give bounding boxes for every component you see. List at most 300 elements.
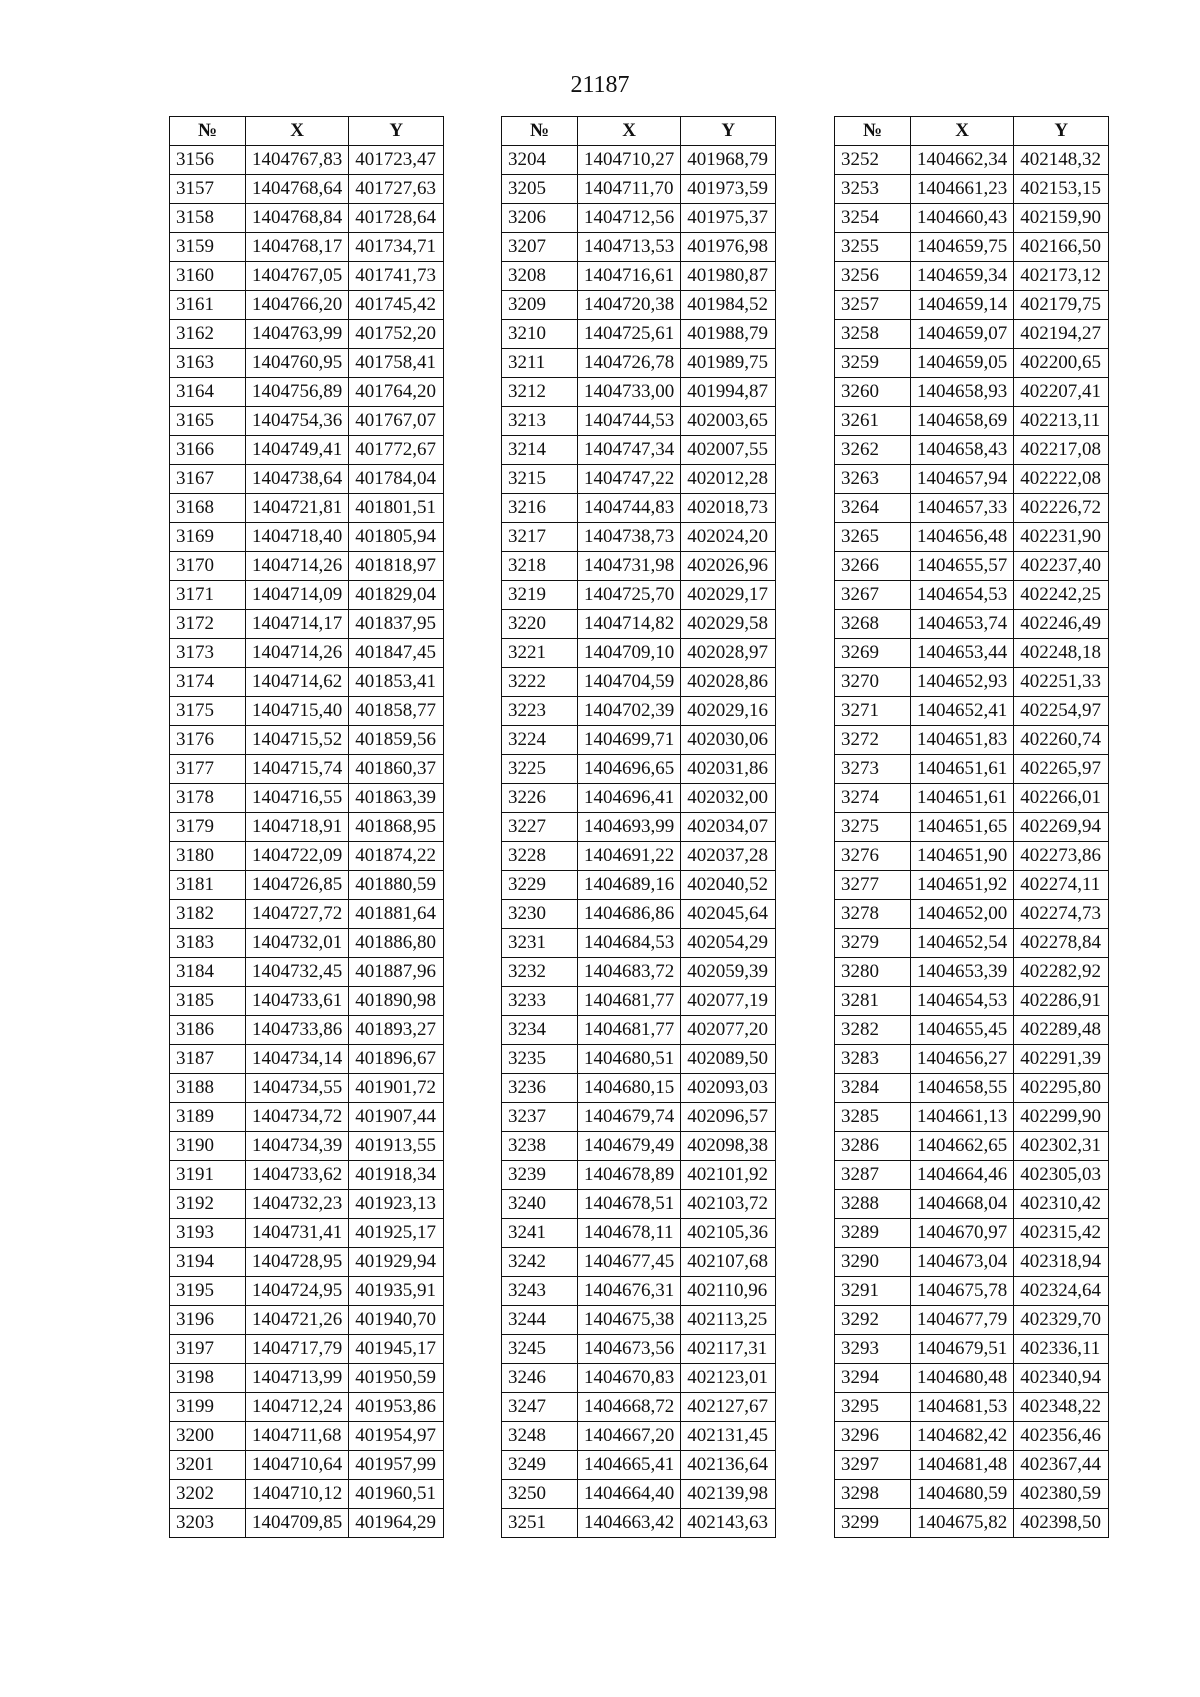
x-coordinate-cell: 1404659,75 [911,233,1014,262]
y-coordinate-cell: 401887,96 [349,958,444,987]
point-number-cell: 3289 [835,1219,911,1248]
table-row [502,204,776,233]
table-row [170,291,444,320]
table-row [170,1451,444,1480]
x-coordinate-cell: 1404738,64 [246,465,349,494]
table-row [502,1103,776,1132]
table-row [835,1364,1109,1393]
y-coordinate-cell: 402028,86 [681,668,776,697]
point-number-cell: 3174 [170,668,246,697]
x-coordinate-cell: 1404655,57 [911,552,1014,581]
x-coordinate-cell: 1404725,70 [578,581,681,610]
table-row [170,1248,444,1277]
y-coordinate-cell: 402282,92 [1014,958,1109,987]
table-row [502,987,776,1016]
y-coordinate-cell: 401772,67 [349,436,444,465]
point-number-cell: 3249 [502,1451,578,1480]
table-row [170,436,444,465]
x-coordinate-cell: 1404718,91 [246,813,349,842]
point-number-cell: 3198 [170,1364,246,1393]
point-number-cell: 3185 [170,987,246,1016]
y-coordinate-cell: 401957,99 [349,1451,444,1480]
x-coordinate-cell: 1404665,41 [578,1451,681,1480]
table-row [170,1480,444,1509]
table-row [170,262,444,291]
y-coordinate-cell: 402031,86 [681,755,776,784]
point-number-cell: 3181 [170,871,246,900]
point-number-cell: 3217 [502,523,578,552]
table-row [835,1451,1109,1480]
point-number-cell: 3190 [170,1132,246,1161]
header-number: № [170,117,246,146]
table-row [170,726,444,755]
x-coordinate-cell: 1404728,95 [246,1248,349,1277]
point-number-cell: 3285 [835,1103,911,1132]
x-coordinate-cell: 1404681,53 [911,1393,1014,1422]
point-number-cell: 3195 [170,1277,246,1306]
y-coordinate-cell: 402231,90 [1014,523,1109,552]
x-coordinate-cell: 1404714,09 [246,581,349,610]
x-coordinate-cell: 1404673,04 [911,1248,1014,1277]
point-number-cell: 3253 [835,175,911,204]
table-row [835,813,1109,842]
y-coordinate-cell: 401945,17 [349,1335,444,1364]
y-coordinate-cell: 402336,11 [1014,1335,1109,1364]
x-coordinate-cell: 1404679,49 [578,1132,681,1161]
x-coordinate-cell: 1404720,38 [578,291,681,320]
table-row [170,204,444,233]
y-coordinate-cell: 402113,25 [681,1306,776,1335]
y-coordinate-cell: 402329,70 [1014,1306,1109,1335]
x-coordinate-cell: 1404768,17 [246,233,349,262]
table-row [170,1335,444,1364]
point-number-cell: 3256 [835,262,911,291]
point-number-cell: 3287 [835,1161,911,1190]
x-coordinate-cell: 1404684,53 [578,929,681,958]
x-coordinate-cell: 1404662,34 [911,146,1014,175]
y-coordinate-cell: 401994,87 [681,378,776,407]
x-coordinate-cell: 1404714,82 [578,610,681,639]
table-row [835,494,1109,523]
x-coordinate-cell: 1404712,24 [246,1393,349,1422]
table-row [170,378,444,407]
y-coordinate-cell: 402166,50 [1014,233,1109,262]
y-coordinate-cell: 402305,03 [1014,1161,1109,1190]
point-number-cell: 3259 [835,349,911,378]
y-coordinate-cell: 401980,87 [681,262,776,291]
y-coordinate-cell: 402179,75 [1014,291,1109,320]
x-coordinate-cell: 1404668,72 [578,1393,681,1422]
point-number-cell: 3202 [170,1480,246,1509]
table-row [502,233,776,262]
point-number-cell: 3263 [835,465,911,494]
point-number-cell: 3292 [835,1306,911,1335]
x-coordinate-cell: 1404652,41 [911,697,1014,726]
y-coordinate-cell: 401847,45 [349,639,444,668]
table-row [835,610,1109,639]
point-number-cell: 3182 [170,900,246,929]
y-coordinate-cell: 401925,17 [349,1219,444,1248]
table-row [835,1219,1109,1248]
x-coordinate-cell: 1404678,89 [578,1161,681,1190]
point-number-cell: 3215 [502,465,578,494]
y-coordinate-cell: 401801,51 [349,494,444,523]
point-number-cell: 3157 [170,175,246,204]
y-coordinate-cell: 401805,94 [349,523,444,552]
point-number-cell: 3254 [835,204,911,233]
table-row [502,1335,776,1364]
y-coordinate-cell: 402222,08 [1014,465,1109,494]
x-coordinate-cell: 1404716,55 [246,784,349,813]
table-row [502,1190,776,1219]
point-number-cell: 3250 [502,1480,578,1509]
table-row [835,784,1109,813]
y-coordinate-cell: 401896,67 [349,1045,444,1074]
point-number-cell: 3206 [502,204,578,233]
table-row [170,639,444,668]
table-row [170,1161,444,1190]
x-coordinate-cell: 1404679,74 [578,1103,681,1132]
y-coordinate-cell: 402237,40 [1014,552,1109,581]
y-coordinate-cell: 402029,17 [681,581,776,610]
x-coordinate-cell: 1404680,48 [911,1364,1014,1393]
y-coordinate-cell: 401923,13 [349,1190,444,1219]
point-number-cell: 3218 [502,552,578,581]
table-row [502,1422,776,1451]
point-number-cell: 3252 [835,146,911,175]
table-row [170,871,444,900]
point-number-cell: 3230 [502,900,578,929]
y-coordinate-cell: 401975,37 [681,204,776,233]
y-coordinate-cell: 401858,77 [349,697,444,726]
x-coordinate-cell: 1404749,41 [246,436,349,465]
y-coordinate-cell: 402101,92 [681,1161,776,1190]
table-row [502,523,776,552]
point-number-cell: 3203 [170,1509,246,1538]
x-coordinate-cell: 1404680,51 [578,1045,681,1074]
header-x: X [578,117,681,146]
x-coordinate-cell: 1404704,59 [578,668,681,697]
table-row [502,262,776,291]
table-row [502,175,776,204]
x-coordinate-cell: 1404714,17 [246,610,349,639]
table-row [170,523,444,552]
point-number-cell: 3216 [502,494,578,523]
point-number-cell: 3179 [170,813,246,842]
table-row [835,755,1109,784]
y-coordinate-cell: 401784,04 [349,465,444,494]
point-number-cell: 3267 [835,581,911,610]
x-coordinate-cell: 1404768,84 [246,204,349,233]
x-coordinate-cell: 1404747,22 [578,465,681,494]
point-number-cell: 3221 [502,639,578,668]
point-number-cell: 3239 [502,1161,578,1190]
table-row [502,1393,776,1422]
point-number-cell: 3279 [835,929,911,958]
y-coordinate-cell: 401723,47 [349,146,444,175]
header-number: № [502,117,578,146]
y-coordinate-cell: 402029,16 [681,697,776,726]
table-row [502,929,776,958]
y-coordinate-cell: 401837,95 [349,610,444,639]
x-coordinate-cell: 1404710,64 [246,1451,349,1480]
x-coordinate-cell: 1404680,15 [578,1074,681,1103]
table-row [835,233,1109,262]
header-number: № [835,117,911,146]
y-coordinate-cell: 401901,72 [349,1074,444,1103]
table-row [502,1480,776,1509]
point-number-cell: 3248 [502,1422,578,1451]
table-row [835,1103,1109,1132]
x-coordinate-cell: 1404714,26 [246,639,349,668]
table-row [835,378,1109,407]
y-coordinate-cell: 401918,34 [349,1161,444,1190]
x-coordinate-cell: 1404711,68 [246,1422,349,1451]
point-number-cell: 3227 [502,813,578,842]
point-number-cell: 3156 [170,146,246,175]
table-row [835,871,1109,900]
y-coordinate-cell: 402054,29 [681,929,776,958]
point-number-cell: 3194 [170,1248,246,1277]
x-coordinate-cell: 1404658,55 [911,1074,1014,1103]
x-coordinate-cell: 1404733,86 [246,1016,349,1045]
x-coordinate-cell: 1404682,42 [911,1422,1014,1451]
table-row [835,1306,1109,1335]
y-coordinate-cell: 401964,29 [349,1509,444,1538]
point-number-cell: 3238 [502,1132,578,1161]
point-number-cell: 3269 [835,639,911,668]
table-row [835,1132,1109,1161]
x-coordinate-cell: 1404716,61 [578,262,681,291]
point-number-cell: 3228 [502,842,578,871]
point-number-cell: 3180 [170,842,246,871]
point-number-cell: 3260 [835,378,911,407]
table-row [835,958,1109,987]
table-row [835,987,1109,1016]
table-row [835,146,1109,175]
point-number-cell: 3186 [170,1016,246,1045]
table-row [502,465,776,494]
x-coordinate-cell: 1404709,10 [578,639,681,668]
table-row [170,987,444,1016]
y-coordinate-cell: 402026,96 [681,552,776,581]
table-row [170,958,444,987]
point-number-cell: 3220 [502,610,578,639]
y-coordinate-cell: 402278,84 [1014,929,1109,958]
x-coordinate-cell: 1404670,97 [911,1219,1014,1248]
y-coordinate-cell: 402248,18 [1014,639,1109,668]
table-row [835,1161,1109,1190]
x-coordinate-cell: 1404766,20 [246,291,349,320]
table-row [502,1277,776,1306]
x-coordinate-cell: 1404686,86 [578,900,681,929]
table-row [502,842,776,871]
table-row [170,233,444,262]
point-number-cell: 3293 [835,1335,911,1364]
x-coordinate-cell: 1404667,20 [578,1422,681,1451]
y-coordinate-cell: 401907,44 [349,1103,444,1132]
x-coordinate-cell: 1404734,72 [246,1103,349,1132]
point-number-cell: 3242 [502,1248,578,1277]
y-coordinate-cell: 402089,50 [681,1045,776,1074]
y-coordinate-cell: 402310,42 [1014,1190,1109,1219]
y-coordinate-cell: 402028,97 [681,639,776,668]
y-coordinate-cell: 401913,55 [349,1132,444,1161]
x-coordinate-cell: 1404734,55 [246,1074,349,1103]
header-y: Y [1014,117,1109,146]
point-number-cell: 3197 [170,1335,246,1364]
x-coordinate-cell: 1404678,11 [578,1219,681,1248]
y-coordinate-cell: 402159,90 [1014,204,1109,233]
table-row [170,1132,444,1161]
table-row [170,1219,444,1248]
table-row [835,320,1109,349]
x-coordinate-cell: 1404655,45 [911,1016,1014,1045]
table-row [502,726,776,755]
table-row [170,755,444,784]
x-coordinate-cell: 1404713,53 [578,233,681,262]
point-number-cell: 3165 [170,407,246,436]
x-coordinate-cell: 1404675,38 [578,1306,681,1335]
point-number-cell: 3283 [835,1045,911,1074]
x-coordinate-cell: 1404734,14 [246,1045,349,1074]
table-row [835,697,1109,726]
table-row [835,900,1109,929]
table-row [502,958,776,987]
point-number-cell: 3246 [502,1364,578,1393]
x-coordinate-cell: 1404689,16 [578,871,681,900]
table-row [170,349,444,378]
table-row [502,1364,776,1393]
x-coordinate-cell: 1404725,61 [578,320,681,349]
header-x: X [246,117,349,146]
y-coordinate-cell: 402131,45 [681,1422,776,1451]
x-coordinate-cell: 1404651,65 [911,813,1014,842]
table-row [835,929,1109,958]
table-row [170,175,444,204]
x-coordinate-cell: 1404661,23 [911,175,1014,204]
table-row [835,1335,1109,1364]
y-coordinate-cell: 402200,65 [1014,349,1109,378]
x-coordinate-cell: 1404691,22 [578,842,681,871]
y-coordinate-cell: 402143,63 [681,1509,776,1538]
table-row [835,407,1109,436]
x-coordinate-cell: 1404677,79 [911,1306,1014,1335]
x-coordinate-cell: 1404659,07 [911,320,1014,349]
x-coordinate-cell: 1404670,83 [578,1364,681,1393]
y-coordinate-cell: 402340,94 [1014,1364,1109,1393]
x-coordinate-cell: 1404693,99 [578,813,681,842]
y-coordinate-cell: 401976,98 [681,233,776,262]
x-coordinate-cell: 1404718,40 [246,523,349,552]
x-coordinate-cell: 1404747,34 [578,436,681,465]
y-coordinate-cell: 401893,27 [349,1016,444,1045]
table-row [502,1509,776,1538]
point-number-cell: 3187 [170,1045,246,1074]
y-coordinate-cell: 402117,31 [681,1335,776,1364]
x-coordinate-cell: 1404714,62 [246,668,349,697]
table-row [835,1074,1109,1103]
y-coordinate-cell: 402012,28 [681,465,776,494]
x-coordinate-cell: 1404714,26 [246,552,349,581]
table-row [502,755,776,784]
y-coordinate-cell: 402265,97 [1014,755,1109,784]
x-coordinate-cell: 1404659,34 [911,262,1014,291]
x-coordinate-cell: 1404651,61 [911,784,1014,813]
y-coordinate-cell: 401968,79 [681,146,776,175]
y-coordinate-cell: 402213,11 [1014,407,1109,436]
table-row [502,1045,776,1074]
point-number-cell: 3272 [835,726,911,755]
table-row [170,1045,444,1074]
table-row [502,871,776,900]
y-coordinate-cell: 401886,80 [349,929,444,958]
x-coordinate-cell: 1404658,93 [911,378,1014,407]
x-coordinate-cell: 1404712,56 [578,204,681,233]
point-number-cell: 3224 [502,726,578,755]
point-number-cell: 3199 [170,1393,246,1422]
point-number-cell: 3159 [170,233,246,262]
y-coordinate-cell: 401860,37 [349,755,444,784]
table-row [502,610,776,639]
x-coordinate-cell: 1404754,36 [246,407,349,436]
x-coordinate-cell: 1404715,40 [246,697,349,726]
point-number-cell: 3222 [502,668,578,697]
table-row [170,668,444,697]
table-row [170,1364,444,1393]
y-coordinate-cell: 401890,98 [349,987,444,1016]
y-coordinate-cell: 401950,59 [349,1364,444,1393]
point-number-cell: 3169 [170,523,246,552]
point-number-cell: 3270 [835,668,911,697]
x-coordinate-cell: 1404660,43 [911,204,1014,233]
y-coordinate-cell: 401727,63 [349,175,444,204]
point-number-cell: 3255 [835,233,911,262]
x-coordinate-cell: 1404656,27 [911,1045,1014,1074]
x-coordinate-cell: 1404659,14 [911,291,1014,320]
point-number-cell: 3247 [502,1393,578,1422]
point-number-cell: 3240 [502,1190,578,1219]
x-coordinate-cell: 1404722,09 [246,842,349,871]
y-coordinate-cell: 402367,44 [1014,1451,1109,1480]
y-coordinate-cell: 402324,64 [1014,1277,1109,1306]
point-number-cell: 3299 [835,1509,911,1538]
y-coordinate-cell: 402093,03 [681,1074,776,1103]
table-row [502,1132,776,1161]
y-coordinate-cell: 402034,07 [681,813,776,842]
point-number-cell: 3163 [170,349,246,378]
y-coordinate-cell: 402018,73 [681,494,776,523]
x-coordinate-cell: 1404726,85 [246,871,349,900]
x-coordinate-cell: 1404731,98 [578,552,681,581]
table-row [835,204,1109,233]
point-number-cell: 3284 [835,1074,911,1103]
point-number-cell: 3225 [502,755,578,784]
x-coordinate-cell: 1404721,81 [246,494,349,523]
y-coordinate-cell: 402348,22 [1014,1393,1109,1422]
point-number-cell: 3298 [835,1480,911,1509]
table-row [835,842,1109,871]
coordinates-table-3 [834,116,1109,1538]
point-number-cell: 3170 [170,552,246,581]
y-coordinate-cell: 402096,57 [681,1103,776,1132]
point-number-cell: 3177 [170,755,246,784]
x-coordinate-cell: 1404711,70 [578,175,681,204]
table-row [502,320,776,349]
x-coordinate-cell: 1404763,99 [246,320,349,349]
y-coordinate-cell: 402295,80 [1014,1074,1109,1103]
header-x: X [911,117,1014,146]
